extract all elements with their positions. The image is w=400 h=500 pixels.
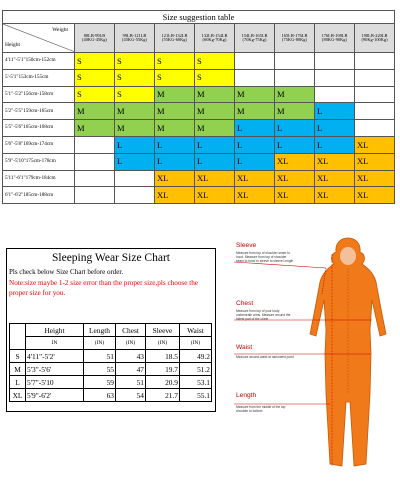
size-cell	[75, 187, 115, 204]
size-cell: S	[115, 53, 155, 70]
size-cell: M	[195, 120, 235, 137]
size-cell: L	[195, 136, 235, 153]
table-row	[3, 153, 395, 170]
weight-lb: 165LB-176LB	[281, 32, 308, 38]
size-value: L	[10, 376, 26, 389]
measurement-figure	[230, 234, 398, 484]
height-unit: IN	[26, 337, 84, 350]
table-row	[3, 69, 395, 86]
waist-value: 51.2	[180, 363, 212, 376]
sleeve-desc: Measure from top of shoulder seam to hood. Measure from top of shoulder seam to hood to sleeve to sleeve Length	[236, 251, 294, 263]
table-row	[3, 53, 395, 70]
size-header-empty	[10, 324, 26, 350]
height-header: Height	[26, 324, 84, 337]
chest-value: 43	[116, 350, 146, 363]
size-cell	[355, 53, 395, 70]
waist-value: 55.1	[180, 389, 212, 402]
chest-value: 47	[116, 363, 146, 376]
height-value: 5'3"-5'6'	[26, 363, 84, 376]
table-title: Size suggestion table	[3, 11, 395, 24]
size-cell: S	[75, 53, 115, 70]
size-cell: M	[155, 103, 195, 120]
size-value: S	[10, 350, 26, 363]
length-value: 51	[84, 350, 116, 363]
size-cell: L	[315, 120, 355, 137]
weight-lb: 154LB-165LB	[241, 32, 268, 38]
sleeve-label: Sleeve	[236, 242, 257, 249]
size-cell: XL	[195, 187, 235, 204]
size-cell: XL	[275, 170, 315, 187]
size-cell: L	[235, 136, 275, 153]
size-cell: L	[155, 136, 195, 153]
weight-kg: (60Kg-70Kg)	[202, 37, 227, 42]
size-cell: XL	[195, 170, 235, 187]
table-row	[3, 136, 395, 153]
size-cell: XL	[355, 170, 395, 187]
height-range: 5'1"-5'2"156cm-158cm	[3, 86, 75, 103]
size-cell: S	[195, 53, 235, 70]
size-cell	[315, 69, 355, 86]
size-cell: L	[315, 136, 355, 153]
size-cell: L	[195, 153, 235, 170]
weight-column-header	[155, 24, 195, 53]
size-cell: M	[75, 120, 115, 137]
onesie-body	[310, 238, 386, 466]
weight-column-header	[275, 24, 315, 53]
weight-header-row	[3, 24, 395, 53]
size-suggestion-table	[2, 10, 395, 204]
weight-lb: 99LB-121LB	[122, 32, 147, 38]
table-row	[3, 103, 395, 120]
weight-column-header	[235, 24, 275, 53]
waist-value: 53.1	[180, 376, 212, 389]
table-row	[10, 363, 212, 376]
table-row	[10, 376, 212, 389]
weight-kg: (90Kg-100Kg)	[361, 37, 388, 42]
size-cell: L	[115, 136, 155, 153]
size-cell: M	[195, 103, 235, 120]
size-cell: S	[75, 69, 115, 86]
size-cell: L	[155, 153, 195, 170]
weight-kg: (55KG-60Kg)	[162, 37, 187, 42]
table-row	[3, 86, 395, 103]
size-cell: M	[275, 103, 315, 120]
size-cell: S	[115, 86, 155, 103]
size-cell	[355, 86, 395, 103]
weight-column-header	[75, 24, 115, 53]
size-cell	[235, 53, 275, 70]
chest-value: 51	[116, 376, 146, 389]
length-unit: (IN)	[84, 337, 116, 350]
size-note: Note:size maybe 1-2 size error than the proper size,pls choose the proper size for you.	[9, 279, 199, 297]
height-range: 5'9"-5'10"175cm-178cm	[3, 153, 75, 170]
waist-desc: Measure around waist at narrowest point	[236, 355, 294, 359]
size-cell	[275, 53, 315, 70]
chest-unit: (IN)	[116, 337, 146, 350]
size-value: M	[10, 363, 26, 376]
size-cell	[355, 103, 395, 120]
sleeve-value: 20.9	[146, 376, 180, 389]
size-cell	[115, 187, 155, 204]
weight-lb: 198LB-220LB	[361, 32, 388, 38]
length-header: Length	[84, 324, 116, 337]
weight-kg: (40KG-45Kg)	[82, 37, 107, 42]
weight-kg: (70Kg-75Kg)	[242, 37, 267, 42]
size-cell: M	[155, 86, 195, 103]
size-cell: XL	[155, 187, 195, 204]
sleeping-wear-chart	[6, 248, 216, 412]
waist-header: Waist	[180, 324, 212, 337]
size-cell: XL	[315, 187, 355, 204]
chest-desc: Measure from top of your body underneath arms. Measure around the fullest part of the chest	[236, 309, 291, 321]
chest-header: Chest	[116, 324, 146, 337]
size-cell: XL	[355, 187, 395, 204]
size-cell: XL	[355, 136, 395, 153]
weight-kg: (80KG-90Kg)	[322, 37, 347, 42]
height-range: 5'11"-6'1"179cm-184cm	[3, 170, 75, 187]
size-cell	[315, 53, 355, 70]
size-cell: M	[235, 103, 275, 120]
size-cell: S	[115, 69, 155, 86]
size-cell: XL	[355, 153, 395, 170]
table-row	[10, 389, 212, 402]
height-range: 4'11"-5'1"150cm-152cm	[3, 53, 75, 70]
size-cell: M	[115, 103, 155, 120]
size-cell	[75, 136, 115, 153]
size-cell: M	[115, 120, 155, 137]
height-value: 4'11"-5'2'	[26, 350, 84, 363]
size-rows	[3, 53, 395, 204]
weight-column-header	[315, 24, 355, 53]
waist-value: 49.2	[180, 350, 212, 363]
weight-lb: 176LB-198LB	[321, 32, 348, 38]
size-value: XL	[10, 389, 26, 402]
size-cell: M	[155, 120, 195, 137]
weight-lb: 121LB-132LB	[161, 32, 188, 38]
sleeve-value: 19.7	[146, 363, 180, 376]
waist-label: Waist	[236, 344, 253, 351]
sleeve-value: 18.5	[146, 350, 180, 363]
measurement-rows	[10, 350, 212, 402]
size-cell: S	[155, 69, 195, 86]
size-cell: S	[195, 69, 235, 86]
corner-weight-label: Weight	[52, 27, 68, 33]
corner-height-label: Height	[5, 41, 20, 48]
size-cell: L	[235, 120, 275, 137]
height-range: 5'6"-5'8"169cm-174cm	[3, 136, 75, 153]
size-cell	[235, 69, 275, 86]
length-desc: Measure from the middle of the top shoulder to bottom	[236, 405, 286, 413]
weight-kg: (45KG-55Kg)	[122, 37, 147, 42]
table-row	[3, 120, 395, 137]
size-cell: M	[275, 86, 315, 103]
weight-kg: (75KG-80Kg)	[282, 37, 307, 42]
size-cell: M	[75, 103, 115, 120]
length-value: 59	[84, 376, 116, 389]
weight-column-header	[195, 24, 235, 53]
height-range: 5'5"-5'6"165cm-168cm	[3, 120, 75, 137]
size-cell	[115, 170, 155, 187]
weight-lb: 132LB-154LB	[201, 32, 228, 38]
chest-label: Chest	[236, 300, 254, 307]
size-cell: XL	[155, 170, 195, 187]
size-cell	[75, 170, 115, 187]
weight-lb: 88LB-99LB	[83, 32, 106, 38]
size-cell: XL	[235, 187, 275, 204]
height-range: 5'2"-5'5"159cm-165cm	[3, 103, 75, 120]
chest-value: 54	[116, 389, 146, 402]
sleeve-unit: (IN)	[146, 337, 180, 350]
sleeve-header: Sleeve	[146, 324, 180, 337]
size-cell: M	[235, 86, 275, 103]
size-cell: S	[155, 53, 195, 70]
size-cell	[355, 69, 395, 86]
table-row	[3, 187, 395, 204]
height-range: 5'-5'1"153cm-155cm	[3, 69, 75, 86]
table-row	[10, 350, 212, 363]
measurement-table	[9, 323, 212, 402]
weight-column-header	[115, 24, 155, 53]
size-cell: L	[315, 103, 355, 120]
size-cell	[315, 86, 355, 103]
table-row	[3, 170, 395, 187]
waist-unit: (IN)	[180, 337, 212, 350]
corner-cell	[3, 24, 75, 53]
size-cell: M	[195, 86, 235, 103]
size-cell	[275, 69, 315, 86]
height-range: 6'1"-6'2"185cm-188cm	[3, 187, 75, 204]
size-cell: XL	[315, 153, 355, 170]
size-cell: XL	[315, 170, 355, 187]
sleeve-value: 21.7	[146, 389, 180, 402]
size-cell: L	[275, 120, 315, 137]
size-cell: XL	[275, 187, 315, 204]
chart-title: Sleeping Wear Size Chart	[52, 252, 170, 264]
size-cell	[75, 153, 115, 170]
size-cell	[355, 120, 395, 137]
length-label: Length	[236, 392, 257, 399]
size-cell: XL	[235, 170, 275, 187]
weight-column-header	[355, 24, 395, 53]
height-value: 5'9"-6'2'	[26, 389, 84, 402]
size-cell: L	[275, 136, 315, 153]
length-value: 55	[84, 363, 116, 376]
length-value: 63	[84, 389, 116, 402]
height-value: 5'7"-5'10	[26, 376, 84, 389]
size-cell: XL	[275, 153, 315, 170]
size-cell: L	[115, 153, 155, 170]
check-instruction: Pls check below Size Chart before order.	[9, 268, 124, 276]
size-cell: S	[75, 86, 115, 103]
size-cell: L	[235, 153, 275, 170]
